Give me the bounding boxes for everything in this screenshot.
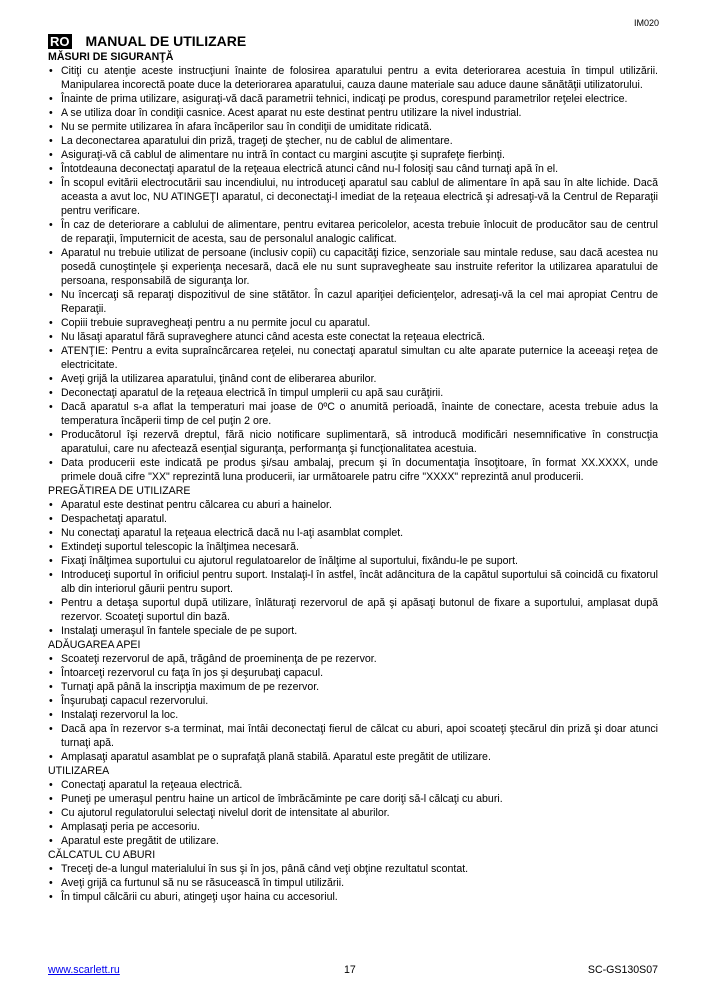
- list-item: • Copiii trebuie supravegheaţi pentru a nu permite jocul cu aparatul.: [48, 316, 658, 330]
- list-item: • Turnaţi apă până la inscripţia maximum de pe rezervor.: [48, 680, 658, 694]
- bullet-list: [48, 652, 658, 764]
- list-item: • Aparatul nu trebuie utilizat de persoane (inclusiv copii) cu capacităţi fizice, senzoriale sau mintale reduse, sau dacă acestea nu posedă cunoştinţele şi experienţa necesară, dacă ele nu sunt supravegheate sau instruite referitor la utilizarea aparatului de persoana, responsabilă de siguranţa lor.: [48, 246, 658, 288]
- list-item: • În scopul evitării electrocutării sau incendiului, nu introduceţi aparatul sau cablul de alimentare în apă sau în alte lichide. Dacă aceasta a avut loc, NU ATINGEŢI aparatul, ci deconectaţi-l imediat de la reţeaua electrică şi adresaţi-vă la Centrul de Reparaţii pentru verificare.: [48, 176, 658, 218]
- page-number: 17: [344, 964, 356, 976]
- section-heading: UTILIZAREA: [48, 765, 110, 777]
- bullet-list: [48, 778, 658, 848]
- list-item: • Despachetaţi aparatul.: [48, 512, 658, 526]
- list-item: • Aveţi grijă ca furtunul să nu se răsucească în timpul utilizării.: [48, 876, 658, 890]
- list-item: • Nu conectaţi aparatul la reţeaua electrică dacă nu l-aţi asamblat complet.: [48, 526, 658, 540]
- list-item: • Citiţi cu atenţie aceste instrucţiuni înainte de folosirea aparatului pentru a evita deteriorarea acestuia în timpul utilizării. Manipularea incorectă poate duce la deteriorarea aparatului, cauza daune materiale sau aduce daune sănătăţii utilizatorului.: [48, 64, 658, 92]
- list-item: • Aparatul este pregătit de utilizare.: [48, 834, 658, 848]
- section-heading: ADĂUGAREA APEI: [48, 639, 141, 651]
- list-item: • Înainte de prima utilizare, asiguraţi-vă dacă parametrii tehnici, indicaţi pe produs, corespund parametrilor reţelei electrice.: [48, 92, 658, 106]
- list-item: • Întotdeauna deconectaţi aparatul de la reţeaua electrică atunci când nu-l folosiţi sau când turnaţi apă în el.: [48, 162, 658, 176]
- list-item: • Puneţi pe umeraşul pentru haine un articol de îmbrăcăminte pe care doriţi să-l călcaţi cu aburi.: [48, 792, 658, 806]
- list-item: • Scoateţi rezervorul de apă, trăgând de proeminenţa de pe rezervor.: [48, 652, 658, 666]
- list-item: • Nu lăsaţi aparatul fără supraveghere atunci când acesta este conectat la reţeaua electrică.: [48, 330, 658, 344]
- list-item: • Treceţi de-a lungul materialului în sus şi în jos, până când veţi obţine rezultatul scontat.: [48, 862, 658, 876]
- list-item: • Introduceţi suportul în orificiul pentru suport. Instalaţi-l în astfel, încât adâncitura de la capătul suportului să coincidă cu fixatorul alb din interiorul găurii pentru suport.: [48, 568, 658, 596]
- list-item: • În timpul călcării cu aburi, atingeţi uşor haina cu accesoriul.: [48, 890, 658, 904]
- list-item: • La deconectarea aparatului din priză, trageţi de ştecher, nu de cablul de alimentare.: [48, 134, 658, 148]
- page-footer: [48, 964, 658, 978]
- list-item: • Dacă apa în rezervor s-a terminat, mai întâi deconectaţi fierul de călcat cu aburi, apoi scoateţi ştecărul din priză şi doar atunci turnaţi apă.: [48, 722, 658, 750]
- list-item: • Data producerii este indicată pe produs şi/sau ambalaj, precum şi în documentaţia însoţitoare, în format XX.XXXX, unde primele două cifre "XX" reprezintă luna producerii, iar următoarele patru cifre "XXXX" reprezintă anul producerii.: [48, 456, 658, 484]
- list-item: • În caz de deteriorare a cablului de alimentare, pentru evitarea pericolelor, acesta trebuie înlocuit de producător sau de centrul de reparaţii, împuternicit de acesta, sau de personalul analogic calificat.: [48, 218, 658, 246]
- page-title: MANUAL DE UTILIZARE: [85, 33, 247, 49]
- list-item: • Nu încercaţi să reparaţi dispozitivul de sine stătător. În cazul apariţiei deficienţelor, adresaţi-vă la cel mai apropiat Centru de Reparaţii.: [48, 288, 658, 316]
- list-item: • Deconectaţi aparatul de la reţeaua electrică în timpul umplerii cu apă sau curăţirii.: [48, 386, 658, 400]
- bullet-list: [48, 498, 658, 638]
- list-item: • Pentru a detaşa suportul după utilizare, înlăturaţi rezervorul de apă şi apăsaţi butonul de fixare a suportului, amplasat după rezervor. Scoateţi suportul din bază.: [48, 596, 658, 624]
- sections-container: [48, 50, 658, 904]
- list-item: • Conectaţi aparatul la reţeaua electrică.: [48, 778, 658, 792]
- list-item: • Fixaţi înălţimea suportului cu ajutorul regulatoarelor de înălţime al suportului, fixându-le pe suport.: [48, 554, 658, 568]
- list-item: • Aparatul este destinat pentru călcarea cu aburi a hainelor.: [48, 498, 658, 512]
- section-heading: CĂLCATUL CU ABURI: [48, 849, 156, 861]
- list-item: • Instalaţi umeraşul în fantele speciale de pe suport.: [48, 624, 658, 638]
- section-heading: PREGĂTIREA DE UTILIZARE: [48, 485, 191, 497]
- list-item: • Dacă aparatul s-a aflat la temperaturi mai joase de 0ºC o anumită perioadă, înainte de conectare, acesta trebuie adus la temperatura încăperii timp de cel puţin 2 ore.: [48, 400, 658, 428]
- language-badge: RO: [50, 33, 70, 49]
- list-item: • Amplasaţi peria pe accesoriu.: [48, 820, 658, 834]
- list-item: • Producătorul îşi rezervă dreptul, fără nicio notificare suplimentară, să introducă modificări nesemnificative în construcţia aparatului, care nu afectează esenţial siguranţa, performanţa şi funcţionalitatea acestuia.: [48, 428, 658, 456]
- section-heading: MĂSURI DE SIGURANŢĂ: [48, 51, 174, 63]
- title-row: [48, 33, 658, 49]
- product-code: SC-GS130S07: [587, 964, 658, 976]
- website-link[interactable]: www.scarlett.ru: [48, 964, 120, 976]
- bullet-list: [48, 64, 658, 484]
- list-item: • Aveţi grijă la utilizarea aparatului, ţinând cont de eliberarea aburilor.: [48, 372, 658, 386]
- list-item: • Înşurubaţi capacul rezervorului.: [48, 694, 658, 708]
- bullet-list: [48, 862, 658, 904]
- manual-content: [48, 33, 658, 904]
- list-item: • Întoarceţi rezervorul cu faţa în jos şi deşurubaţi capacul.: [48, 666, 658, 680]
- list-item: • Instalaţi rezervorul la loc.: [48, 708, 658, 722]
- list-item: • ATENŢIE: Pentru a evita supraîncărcarea reţelei, nu conectaţi aparatul simultan cu alte aparate puternice la aceeaşi reţea de electricitate.: [48, 344, 658, 372]
- list-item: • Amplasaţi aparatul asamblat pe o suprafaţă plană stabilă. Aparatul este pregătit de utilizare.: [48, 750, 658, 764]
- list-item: • Asiguraţi-vă că cablul de alimentare nu intră în contact cu margini ascuţite şi suprafeţe fierbinţi.: [48, 148, 658, 162]
- list-item: • Extindeţi suportul telescopic la înălţimea necesară.: [48, 540, 658, 554]
- model-code: IM020: [633, 18, 659, 28]
- list-item: • Cu ajutorul regulatorului selectaţi nivelul dorit de intensitate al aburilor.: [48, 806, 658, 820]
- list-item: • Nu se permite utilizarea în afara încăperilor sau în condiţii de umiditate ridicată.: [48, 120, 658, 134]
- list-item: • A se utiliza doar în condiţii casnice. Acest aparat nu este destinat pentru utilizare la nivel industrial.: [48, 106, 658, 120]
